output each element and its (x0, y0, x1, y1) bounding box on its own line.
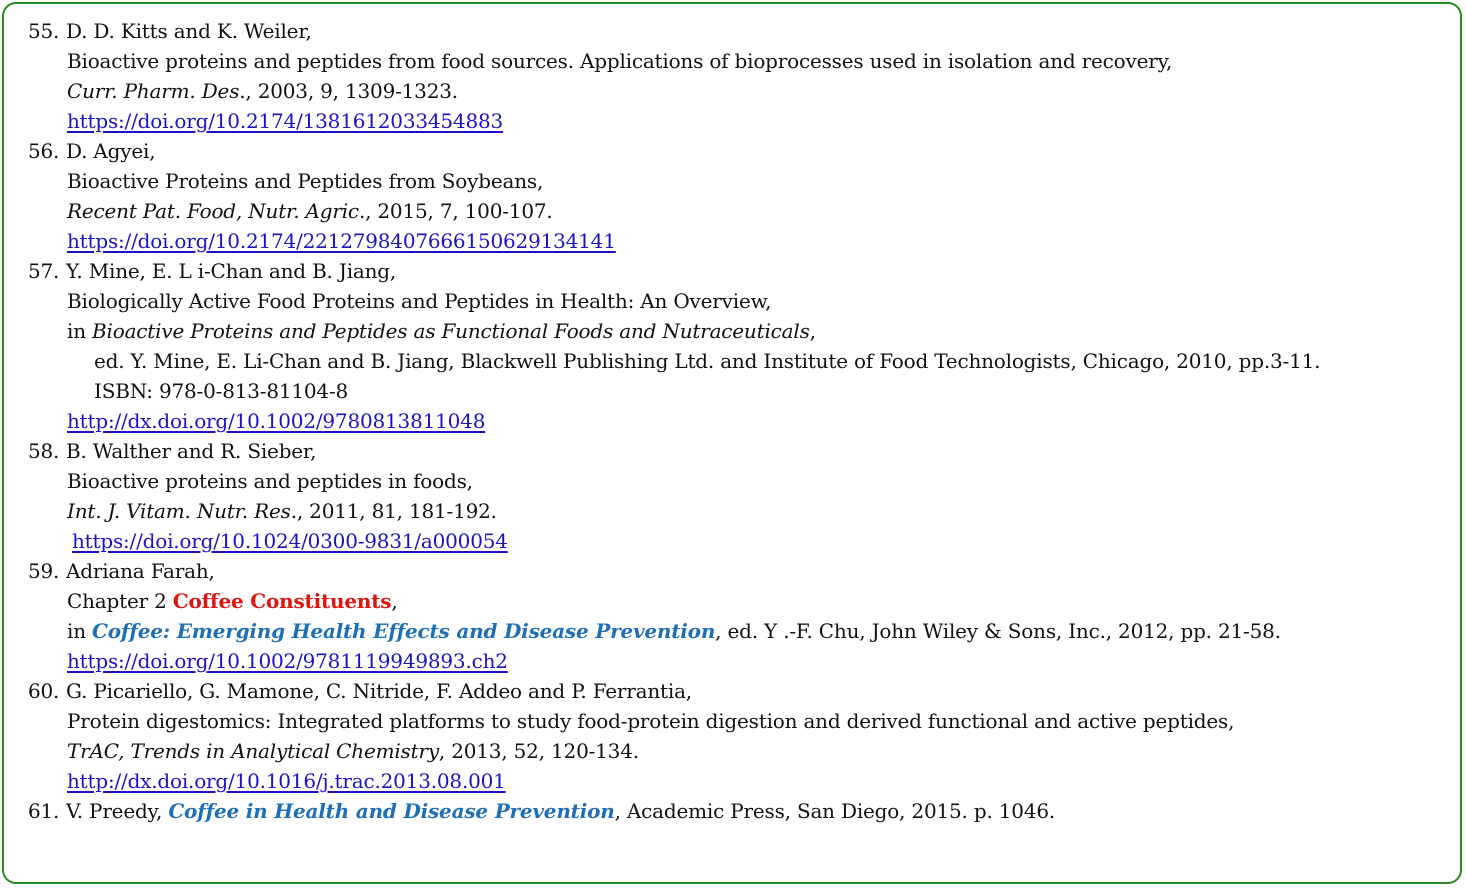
doi-link[interactable]: https://doi.org/10.1024/0300-9831/a000054 (72, 529, 508, 553)
reference-61 (28, 796, 1448, 826)
reference-details: , Academic Press, San Diego, 2015. p. 1046. (614, 799, 1056, 823)
reference-number: 55. (28, 19, 60, 43)
reference-journal: TrAC, Trends in Analytical Chemistry (67, 739, 439, 763)
reference-57 (28, 256, 1448, 436)
reference-in-prefix: in (67, 619, 93, 643)
reference-chapter-prefix: Chapter 2 (67, 589, 173, 613)
reference-number: 58. (28, 439, 60, 463)
reference-authors: Y. Mine, E. L i-Chan and B. Jiang, (66, 259, 397, 283)
reference-58 (28, 436, 1448, 556)
reference-number: 59. (28, 559, 60, 583)
reference-authors: B. Walther and R. Sieber, (66, 439, 317, 463)
reference-details: ., 2011, 81, 181-192. (290, 499, 497, 523)
reference-authors: D. Agyei, (66, 139, 156, 163)
reference-journal: Recent Pat. Food, Nutr. Agric (67, 199, 359, 223)
reference-details: ., 2015, 7, 100-107. (358, 199, 553, 223)
reference-59 (28, 556, 1448, 676)
reference-number: 60. (28, 679, 60, 703)
doi-link[interactable]: http://dx.doi.org/10.1016/j.trac.2013.08.001 (67, 769, 506, 793)
reference-authors: Adriana Farah, (66, 559, 215, 583)
reference-isbn: ISBN: 978-0-813-81104-8 (94, 379, 349, 403)
reference-60 (28, 676, 1448, 796)
reference-chapter-title: Coffee Constituents (172, 589, 392, 613)
reference-authors: G. Picariello, G. Mamone, C. Nitride, F. Addeo and P. Ferrantia, (66, 679, 692, 703)
reference-number: 57. (28, 259, 60, 283)
reference-title: Bioactive proteins and peptides from food sources. Applications of bioprocesses used in isolation and recovery, (67, 49, 1173, 73)
doi-link[interactable]: https://doi.org/10.1002/9781119949893.ch2 (67, 649, 508, 673)
reference-authors: V. Preedy, (66, 799, 169, 823)
reference-list (28, 16, 1448, 826)
reference-56 (28, 136, 1448, 256)
reference-panel (2, 2, 1462, 884)
reference-number: 61. (28, 799, 60, 823)
reference-journal: Int. J. Vitam. Nutr. Res (67, 499, 291, 523)
reference-details: , 2013, 52, 120-134. (438, 739, 639, 763)
doi-link[interactable]: https://doi.org/10.2174/1381612033454883 (67, 109, 504, 133)
doi-link[interactable]: https://doi.org/10.2174/2212798407666150629134141 (67, 229, 616, 253)
reference-55 (28, 16, 1448, 136)
reference-title: Bioactive proteins and peptides in foods, (67, 469, 473, 493)
reference-journal: Curr. Pharm. Des (67, 79, 240, 103)
reference-details: , ed. Y .-F. Chu, John Wiley & Sons, Inc., 2012, pp. 21-58. (715, 619, 1281, 643)
reference-details: ., 2003, 9, 1309-1323. (239, 79, 458, 103)
reference-editors: ed. Y. Mine, E. Li-Chan and B. Jiang, Blackwell Publishing Ltd. and Institute of Food Technologists, Chicago, 2010, pp.3-11. (94, 349, 1321, 373)
reference-book: Bioactive Proteins and Peptides as Functional Foods and Nutraceuticals (92, 319, 810, 343)
reference-title: Biologically Active Food Proteins and Peptides in Health: An Overview, (67, 289, 772, 313)
reference-title: Protein digestomics: Integrated platforms to study food-protein digestion and derived functional and active peptides, (67, 709, 1235, 733)
reference-book: Coffee: Emerging Health Effects and Disease Prevention (92, 619, 716, 643)
reference-book: Coffee in Health and Disease Prevention (168, 799, 615, 823)
reference-chapter-suffix: , (391, 589, 398, 613)
reference-title: Bioactive Proteins and Peptides from Soybeans, (67, 169, 544, 193)
reference-book-suffix: , (809, 319, 816, 343)
reference-authors: D. D. Kitts and K. Weiler, (66, 19, 312, 43)
reference-in-prefix: in (67, 319, 93, 343)
doi-link[interactable]: http://dx.doi.org/10.1002/9780813811048 (67, 409, 486, 433)
reference-number: 56. (28, 139, 60, 163)
